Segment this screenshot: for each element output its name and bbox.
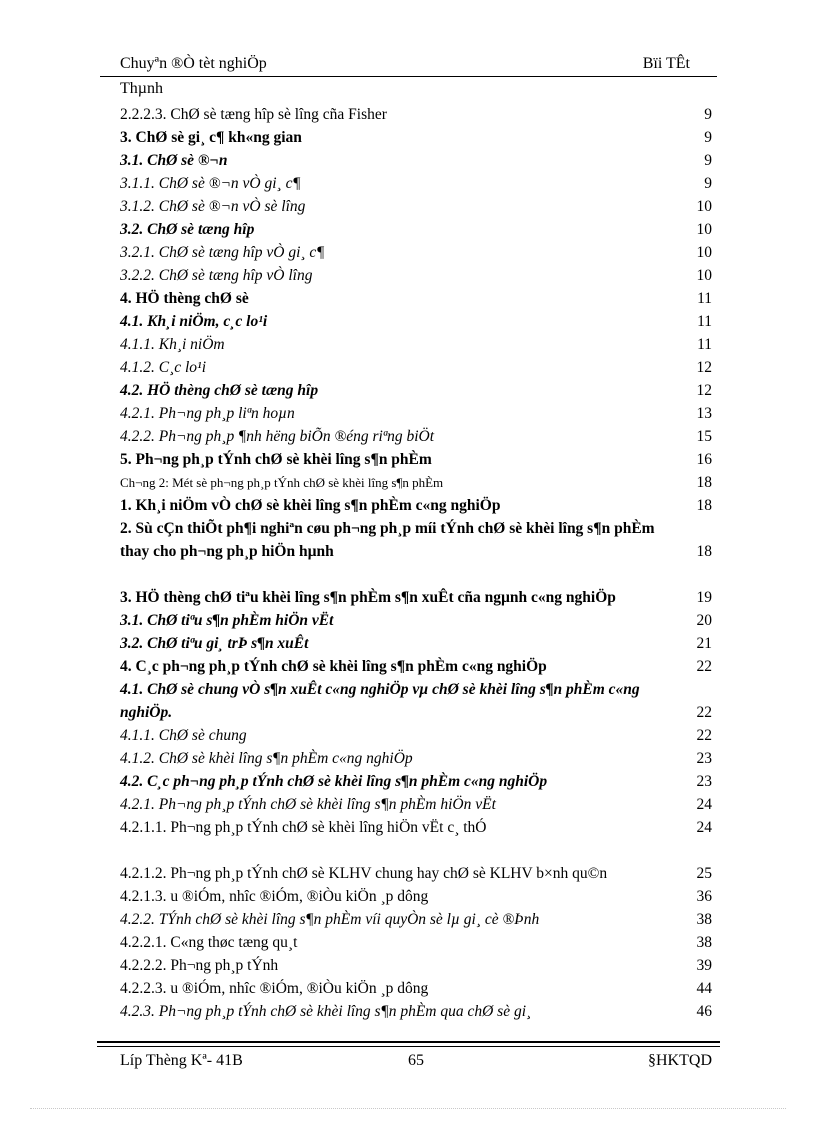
toc-entry-title: 4.2. C¸c ph¬ng ph¸p tÝnh chØ sè khèi lîng s¶n phÈm c«ng nghiÖp — [120, 773, 548, 790]
toc-entry-page: 21 — [696, 635, 712, 652]
toc-entry-page: 15 — [696, 428, 712, 445]
toc-entry — [120, 724, 712, 747]
toc-entry-page: 12 — [696, 359, 712, 376]
toc-entry-title: 3.1.2. ChØ sè ®¬n vÒ sè lîng — [120, 198, 306, 215]
toc-entry-title: 1. Kh¸i niÖm vÒ chØ sè khèi lîng s¶n phÈm c«ng nghiÖp — [120, 497, 501, 514]
toc-entry — [120, 977, 712, 1000]
toc-entry-title: 3.2.2. ChØ sè tæng hîp vÒ lîng — [120, 267, 313, 284]
toc-entry — [120, 356, 712, 379]
toc-entry — [120, 218, 712, 241]
toc-entry-page: 38 — [696, 934, 712, 951]
toc-entry-page: 18 — [696, 497, 712, 514]
toc-entry-title: 4.1.1. ChØ sè chung — [120, 727, 247, 744]
toc-entry — [120, 471, 712, 494]
toc-entry-title: 3.2. ChØ tiªu gi¸ trÞ s¶n xuÊt — [120, 635, 309, 652]
toc-entry-title: 4.2.1.1. Ph¬ng ph¸p tÝnh chØ sè khèi lîng hiÖn vËt c¸ thÓ — [120, 819, 487, 836]
toc-entry — [120, 931, 712, 954]
toc-entry-page: 36 — [696, 888, 712, 905]
toc-entry — [120, 241, 712, 264]
toc-entry — [120, 793, 712, 816]
footer-rule-thick — [97, 1041, 720, 1043]
toc-entry-title: 4.2.3. Ph¬ng ph¸p tÝnh chØ sè khèi lîng s¶n phÈm qua chØ sè gi¸ — [120, 1003, 532, 1020]
toc-entry-page: 11 — [697, 290, 712, 307]
toc-entry-page: 10 — [696, 198, 712, 215]
toc-entry — [120, 563, 712, 609]
page-edge-dots — [30, 1108, 786, 1109]
toc-entry-page: 46 — [696, 1003, 712, 1020]
footer-university: §HKTQD — [648, 1052, 712, 1069]
toc-entry-page: 9 — [704, 106, 712, 123]
toc-entry-page: 18 — [696, 474, 712, 491]
toc-entry — [120, 494, 712, 517]
page-footer — [120, 1052, 712, 1074]
toc-entry-title: 4.2. HÖ thèng chØ sè tæng hîp — [120, 382, 319, 399]
toc-entry-title: 3.1.1. ChØ sè ®¬n vÒ gi¸ c¶ — [120, 175, 301, 192]
toc-entry-page: 44 — [696, 980, 712, 997]
page-number: 65 — [408, 1052, 424, 1069]
toc-entry-page: 22 — [696, 704, 712, 721]
header-rule — [100, 76, 717, 77]
toc-entry — [120, 402, 712, 425]
toc-entry-page: 9 — [704, 152, 712, 169]
toc-entry-title: 4.1.1. Kh¸i niÖm — [120, 336, 225, 353]
toc-entry-title: 4.2.1. Ph¬ng ph¸p liªn hoµn — [120, 405, 295, 422]
toc-entry-page: 39 — [696, 957, 712, 974]
header-author: Bïi TÊt — [642, 55, 690, 72]
toc-entry-title: 4.2.1.3. u ®iÓm, nhîc ®iÓm, ®iÒu kiÖn ¸p dông — [120, 888, 429, 905]
toc-entry — [120, 747, 712, 770]
toc-entry-page: 38 — [696, 911, 712, 928]
toc-entry-page: 24 — [696, 819, 712, 836]
toc-entry-title: 4.2.2.3. u ®iÓm, nhîc ®iÓm, ®iÒu kiÖn ¸p dông — [120, 980, 429, 997]
toc-entry-page: 10 — [696, 267, 712, 284]
toc-entry-page: 23 — [696, 750, 712, 767]
page-header — [120, 55, 690, 77]
toc-entry — [120, 632, 712, 655]
toc-entry-page: 19 — [696, 589, 712, 606]
toc-entry — [120, 770, 712, 793]
toc-entry-title: 4. C¸c ph¬ng ph¸p tÝnh chØ sè khèi lîng s¶n phÈm c«ng nghiÖp — [120, 658, 547, 675]
toc-entry — [120, 425, 712, 448]
toc-entry-title: 3.1. ChØ sè ®¬n — [120, 152, 228, 169]
toc-entry-title: 2.2.2.3. ChØ sè tæng hîp sè lîng cña Fisher — [120, 106, 387, 123]
toc-entry — [120, 195, 712, 218]
toc-entry-title: 4.2.2. TÝnh chØ sè khèi lîng s¶n phÈm víi quyÒn sè lµ gi¸ cè ®Þnh — [120, 911, 540, 928]
toc-entry — [120, 839, 712, 885]
toc-entry-page: 24 — [696, 796, 712, 813]
toc-entry — [120, 609, 712, 632]
toc-entry-page: 11 — [697, 336, 712, 353]
toc-entry-title: Ch¬ng 2: Mét sè ph¬ng ph¸p tÝnh chØ sè khèi lîng s¶n phÈm — [120, 475, 444, 490]
toc-entry — [120, 149, 712, 172]
toc-entry-page: 22 — [696, 658, 712, 675]
toc-entry-page: 10 — [696, 221, 712, 238]
toc-entry-page: 9 — [704, 175, 712, 192]
toc-entry-page: 18 — [696, 543, 712, 560]
toc-entry-title: 4.2.2.2. Ph¬ng ph¸p tÝnh — [120, 957, 279, 974]
toc-entry-title: 4.2.1. Ph¬ng ph¸p tÝnh chØ sè khèi lîng s¶n phÈm hiÖn vËt — [120, 796, 496, 813]
toc-entry-title: 4.2.2.1. C«ng thøc tæng qu¸t — [120, 934, 298, 951]
toc-entry-page: 23 — [696, 773, 712, 790]
toc-entry — [120, 954, 712, 977]
toc-entry-title: 3.1. ChØ tiªu s¶n phÈm hiÖn vËt — [120, 612, 334, 629]
toc-entry — [120, 816, 712, 839]
toc-entry-page: 20 — [696, 612, 712, 629]
toc-entry-title: 4.2.1.2. Ph¬ng ph¸p tÝnh chØ sè KLHV chung hay chØ sè KLHV b×nh qu©n — [120, 865, 608, 882]
toc-entry-page: 22 — [696, 727, 712, 744]
toc-entry-title: 2. Sù cÇn thiÕt ph¶i nghiªn cøu ph¬ng ph¸p míi tÝnh chØ sè khèi lîng s¶n phÈm thay cho ph¬ng ph¸p hiÖn hµnh — [120, 520, 655, 560]
toc-entry-page: 12 — [696, 382, 712, 399]
toc-entry — [120, 126, 712, 149]
toc-entry-page: 10 — [696, 244, 712, 261]
toc-entry — [120, 448, 712, 471]
toc-entry — [120, 655, 712, 678]
toc-entry-title: 5. Ph¬ng ph¸p tÝnh chØ sè khèi lîng s¶n phÈm — [120, 451, 432, 468]
toc-entry-title: 3.2.1. ChØ sè tæng hîp vÒ gi¸ c¶ — [120, 244, 325, 261]
toc-entry — [120, 379, 712, 402]
header-title: Chuyªn ®Ò tèt nghiÖp — [120, 55, 267, 72]
toc-entry-title: 3. ChØ sè gi¸ c¶ kh«ng gian — [120, 129, 302, 146]
toc-entry — [120, 517, 712, 563]
toc-entry-page: 25 — [696, 865, 712, 882]
toc-entry — [120, 885, 712, 908]
toc-entry-title: 4.2.2. Ph¬ng ph¸p ¶nh hëng biÕn ®éng riªng biÖt — [120, 428, 435, 445]
toc-entry-title: 4.1.2. C¸c lo¹i — [120, 359, 207, 376]
toc-entry-page: 16 — [696, 451, 712, 468]
table-of-contents — [120, 103, 712, 1023]
toc-entry-title: 3. HÖ thèng chØ tiªu khèi lîng s¶n phÈm s¶n xuÊt cña ngµnh c«ng nghiÖp — [120, 589, 616, 606]
toc-entry — [120, 678, 712, 724]
toc-entry-page: 11 — [697, 313, 712, 330]
toc-entry-title: 3.2. ChØ sè tæng hîp — [120, 221, 255, 238]
toc-entry-page: 13 — [696, 405, 712, 422]
toc-entry — [120, 908, 712, 931]
toc-entry-page: 9 — [704, 129, 712, 146]
toc-entry-title: 4.1.2. ChØ sè khèi lîng s¶n phÈm c«ng nghiÖp — [120, 750, 413, 767]
toc-entry — [120, 287, 712, 310]
header-author-continuation: Thµnh — [120, 80, 163, 97]
toc-entry — [120, 333, 712, 356]
footer-class: Líp Thèng Kª- 41B — [120, 1052, 243, 1069]
toc-entry — [120, 103, 712, 126]
toc-entry-title: 4.1. ChØ sè chung vÒ s¶n xuÊt c«ng nghiÖp vµ chØ sè khèi lîng s¶n phÈm c«ng nghiÖp. — [120, 681, 640, 721]
toc-entry — [120, 172, 712, 195]
toc-entry — [120, 310, 712, 333]
toc-entry-title: 4.1. Kh¸i niÖm, c¸c lo¹i — [120, 313, 268, 330]
footer-rule-thin — [97, 1046, 720, 1047]
toc-entry-title: 4. HÖ thèng chØ sè — [120, 290, 249, 307]
toc-entry — [120, 1000, 712, 1023]
toc-entry — [120, 264, 712, 287]
